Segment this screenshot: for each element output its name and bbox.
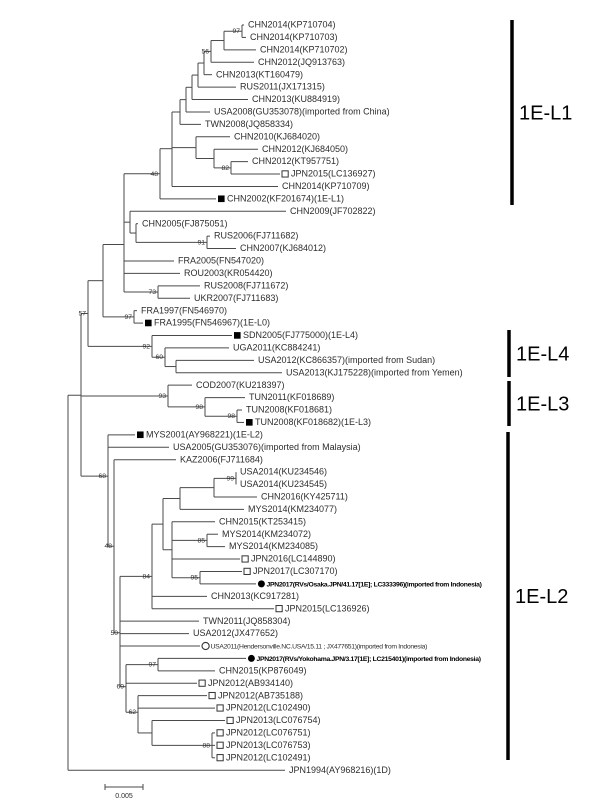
bootstrap-value: 56: [201, 48, 209, 56]
taxon-label: UGA2011(KC884241): [233, 342, 321, 353]
taxon-label: JPN2017(LC307170): [253, 566, 338, 577]
taxon-label: MYS2014(KM234077): [248, 503, 338, 514]
taxon-label: CHN2016(KY425711): [261, 491, 348, 502]
taxon-label: CHN2015(KP876049): [219, 665, 307, 676]
taxon-label: CHN2010(KJ684020): [234, 131, 321, 142]
taxon-label: USA2014(KU234546): [240, 466, 328, 477]
bootstrap-value: 97: [232, 28, 240, 36]
clade-label: 1E-L3: [516, 393, 570, 416]
taxon-label: TUN2008(KF018681): [246, 404, 333, 415]
taxon-label: RUS2006(FJ711682): [214, 230, 299, 241]
taxon-label: TWN2011(JQ858304): [203, 615, 291, 626]
open-square-marker: [209, 692, 215, 698]
taxon-label: FRA1995(FN546967)(1E-L0): [154, 317, 271, 328]
bootstrap-value: 69: [116, 683, 124, 691]
taxon-label: JPN2012(LC102490): [226, 702, 311, 713]
taxon-label: USA2013(KJ175228)(imported from Yemen): [286, 367, 463, 378]
bootstrap-value: 99: [226, 475, 234, 483]
open-square-marker: [242, 556, 248, 562]
taxon-label: UKR2007(FJ711683): [194, 292, 279, 303]
taxon-label: JPN2017(RVs/Osaka.JPN/41.17[1E]; LC333396)(imported from Indonesia): [266, 581, 482, 589]
bootstrap-value: 84: [142, 573, 150, 581]
taxon-label: CHN2014(KP710709): [282, 181, 370, 192]
taxon-label: CHN2014(KP710704): [248, 19, 336, 30]
taxon-label: MYS2001(AY968221)(1E-L2): [146, 429, 263, 440]
bootstrap-value: 98: [195, 403, 203, 411]
taxon-label: JPN2012(AB934140): [208, 677, 294, 688]
open-square-marker: [217, 742, 223, 748]
taxon-label: RUS2008(FJ711672): [204, 280, 289, 291]
bootstrap-value: 93: [158, 393, 166, 401]
taxon-label: JPN2012(AB735188): [218, 690, 304, 701]
taxon-label: USA2012(JX477652): [193, 628, 279, 639]
taxon-label: ROU2003(KR054420): [184, 268, 273, 278]
taxon-label: MYS2014(KM234085): [229, 541, 319, 552]
taxon-label: JPN2016(LC144890): [251, 553, 336, 564]
bootstrap-value: 62: [128, 709, 136, 717]
taxon-label: MYS2014(KM234072): [222, 528, 312, 539]
bootstrap-value: 97: [148, 661, 156, 669]
bootstrap-value: 68: [98, 473, 106, 481]
open-square-marker: [199, 680, 205, 686]
taxon-label: CHN2013(KC917281): [211, 590, 300, 601]
bootstrap-value: 98: [227, 413, 235, 421]
open-square-marker: [276, 606, 282, 612]
bootstrap-value: 48: [150, 170, 158, 178]
bootstrap-value: 73: [148, 289, 156, 297]
taxon-label: CHN2009(JF702822): [290, 205, 376, 216]
filled-circle-marker: [258, 580, 265, 587]
taxon-label: USA2005(GU353076)(imported from Malaysia): [173, 441, 361, 452]
taxon-label: CHN2005(FJ875051): [142, 218, 228, 229]
taxon-label: CHN2014(KP710702): [260, 44, 348, 55]
bootstrap-value: 48: [104, 543, 112, 551]
taxon-label: CHN2013(KT160479): [216, 69, 304, 80]
open-circle-marker: [202, 642, 209, 649]
taxon-label: JPN2015(LC136927): [291, 168, 376, 179]
taxon-label: RUS2011(JX171315): [240, 81, 325, 92]
bootstrap-value: 82: [221, 164, 229, 172]
taxon-label: JPN2013(LC076753): [226, 739, 311, 750]
filled-square-marker: [145, 320, 152, 327]
clade-label: 1E-L2: [515, 586, 569, 608]
taxon-label: FRA2005(FN547020): [178, 255, 265, 266]
taxon-label: JPN2013(LC076754): [236, 715, 321, 726]
taxon-label: CHN2012(KJ684050): [262, 143, 349, 154]
bootstrap-value: 50: [110, 629, 118, 637]
open-square-marker: [244, 568, 250, 574]
taxon-label: JPN2015(LC136926): [285, 603, 370, 614]
taxon-label: CHN2002(KF201674)(1E-L1): [227, 193, 345, 204]
clade-label: 1E-L1: [519, 102, 573, 125]
filled-square-marker: [218, 195, 225, 202]
scale-bar-label: 0.005: [115, 793, 133, 800]
open-square-marker: [217, 730, 223, 736]
open-square-marker: [282, 171, 288, 177]
taxon-label: CHN2015(KT253415): [219, 516, 307, 527]
bootstrap-value: 91: [197, 239, 205, 247]
taxon-label: JPN2012(LC076751): [226, 727, 311, 738]
taxon-label: USA2008(GU353078)(imported from China): [214, 106, 390, 117]
bootstrap-value: 85: [197, 537, 205, 545]
filled-square-marker: [246, 419, 253, 426]
taxon-label: KAZ2006(FJ711684): [180, 454, 263, 465]
taxon-label: USA2012(KC866357)(imported from Sudan): [258, 354, 436, 365]
bootstrap-value: 57: [78, 310, 86, 318]
taxon-label: CHN2012(KT957751): [252, 156, 340, 167]
taxon-label: TUN2011(KF018689): [249, 392, 335, 403]
taxon-label: CHN2012(JQ913763): [258, 56, 346, 67]
taxon-label: TUN2008(KF018682)(1E-L3): [255, 417, 372, 428]
clade-label: 1E-L4: [516, 343, 570, 366]
taxon-label: CHN2007(KJ684012): [240, 243, 327, 254]
bootstrap-value: 60: [155, 354, 163, 362]
bootstrap-value: 88: [202, 742, 210, 750]
open-square-marker: [217, 705, 223, 711]
taxon-label: CHN2013(KU884919): [252, 94, 341, 105]
taxon-label: JPN2012(LC102491): [226, 752, 311, 763]
taxon-label: SDN2005(FJ775000)(1E-L4): [243, 330, 359, 341]
taxon-label: JPN1994(AY968216)(1D): [289, 764, 391, 775]
bootstrap-value: 95: [190, 574, 198, 582]
taxon-label: TWN2008(JQ858334): [205, 118, 294, 129]
filled-square-marker: [234, 332, 241, 339]
taxon-label: USA2011(Hendersonville.NC.USA/15.11 ; JX477651)(imported from Indonesia): [210, 643, 428, 651]
bootstrap-value: 97: [124, 313, 132, 321]
open-square-marker: [217, 755, 223, 761]
filled-square-marker: [137, 431, 144, 438]
taxon-label: CHN2014(KP710703): [250, 32, 338, 43]
taxon-label: COD2007(KU218397): [196, 379, 285, 390]
filled-circle-marker: [248, 655, 255, 662]
taxon-label: USA2014(KU234545): [240, 479, 328, 490]
open-square-marker: [227, 717, 233, 723]
taxon-label: FRA1997(FN546970): [141, 305, 228, 316]
bootstrap-value: 92: [142, 343, 150, 351]
taxon-label: JPN2017(RVs/Yokohama.JPN/3.17[1E]; LC215401)(imported from Indonesia): [256, 656, 481, 664]
